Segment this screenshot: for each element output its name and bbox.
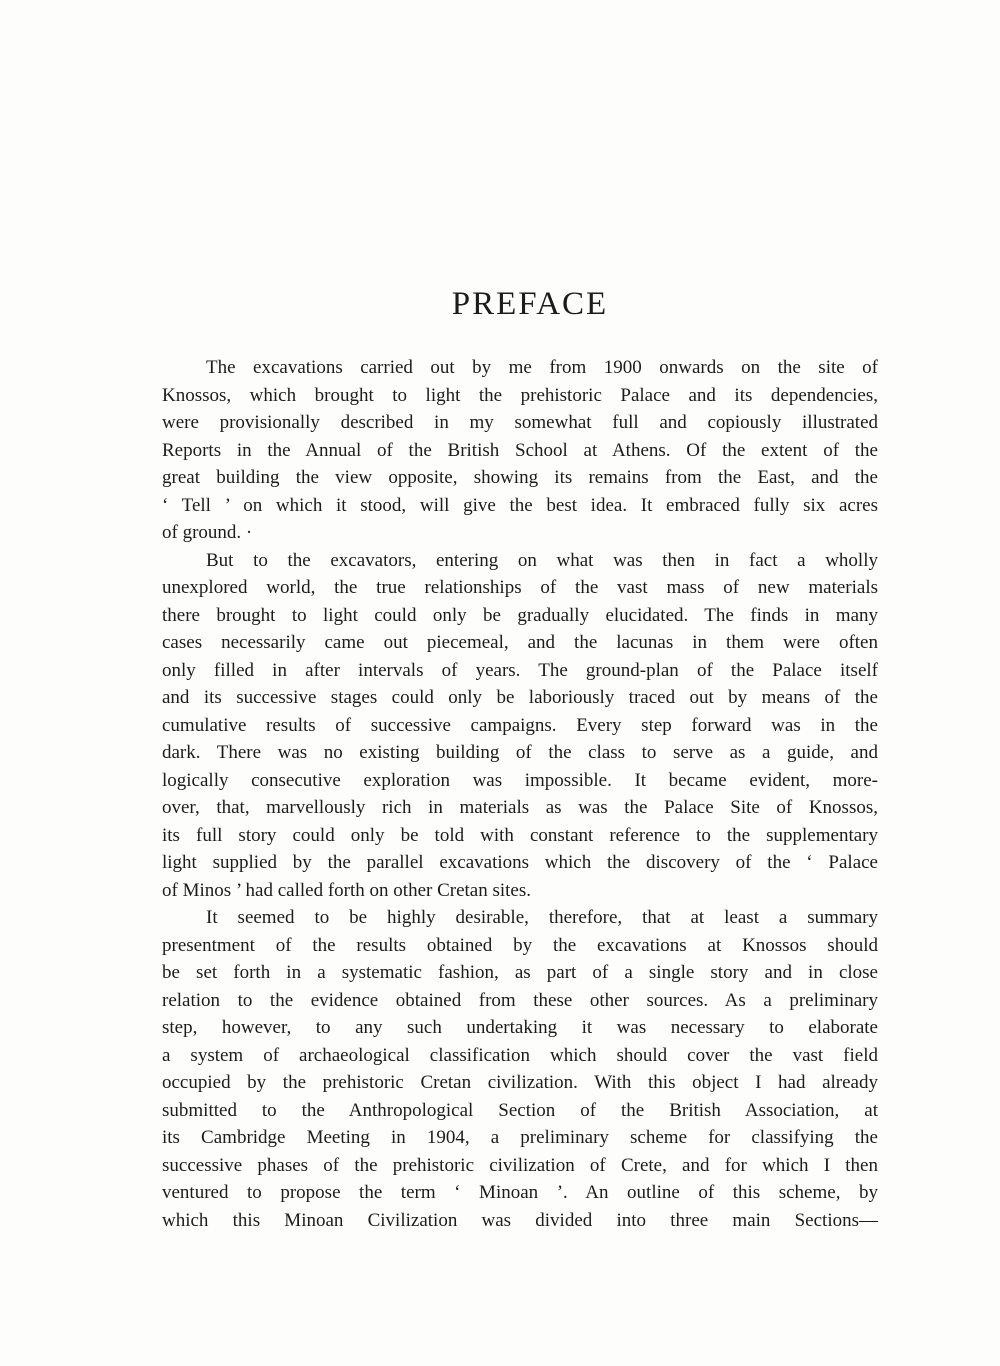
- text-line: great building the view opposite, showing its remains from the East, and the: [162, 467, 878, 488]
- text-line: ‘ Tell ’ on which it stood, will give the best idea. It embraced fully six acres: [162, 494, 878, 516]
- text-line: which this Minoan Civilization was divided into three main Sections—: [162, 1209, 878, 1231]
- text-line: step, however, to any such undertaking it was necessary to elaborate: [162, 1017, 878, 1038]
- text-line: occupied by the prehistoric Cretan civilization. With this object I had already: [162, 1072, 878, 1093]
- text-line: a system of archaeological classification which should cover the vast field: [162, 1044, 878, 1066]
- text-line: presentment of the results obtained by the excavations at Knossos should: [162, 934, 878, 956]
- text-line: only filled in after intervals of years. The ground-plan of the Palace itself: [162, 659, 878, 681]
- text-line: light supplied by the parallel excavations which the discovery of the ‘ Palace: [162, 852, 878, 873]
- text-line: of Minos ’ had called forth on other Cretan sites.: [162, 879, 531, 901]
- text-line: unexplored world, the true relationships of the vast mass of new materials: [162, 577, 878, 598]
- text-line: over, that, marvellously rich in materials as was the Palace Site of Knossos,: [162, 797, 878, 818]
- page-title: PREFACE: [451, 286, 609, 322]
- text-line: But to the excavators, entering on what was then in fact a wholly: [206, 549, 878, 571]
- text-line: The excavations carried out by me from 1900 onwards on the site of: [206, 357, 878, 378]
- text-line: its full story could only be told with constant reference to the supplementary: [162, 824, 878, 846]
- text-line: and its successive stages could only be laboriously traced out by means of the: [162, 687, 878, 708]
- text-line: its Cambridge Meeting in 1904, a preliminary scheme for classifying the: [162, 1127, 878, 1148]
- text-line: ventured to propose the term ‘ Minoan ’. An outline of this scheme, by: [162, 1182, 878, 1203]
- preface-body: [162, 354, 878, 1234]
- text-line: Knossos, which brought to light the prehistoric Palace and its dependencies,: [162, 384, 878, 406]
- text-line: were provisionally described in my somewhat full and copiously illustrated: [162, 412, 878, 433]
- text-line: be set forth in a systematic fashion, as part of a single story and in close: [162, 962, 878, 983]
- text-line: dark. There was no existing building of the class to serve as a guide, and: [162, 742, 878, 763]
- text-line: logically consecutive exploration was impossible. It became evident, more-: [162, 769, 878, 791]
- text-line: cases necessarily came out piecemeal, and the lacunas in them were often: [162, 632, 878, 653]
- text-line: submitted to the Anthropological Section of the British Association, at: [162, 1099, 878, 1121]
- text-line: relation to the evidence obtained from these other sources. As a preliminary: [162, 989, 878, 1011]
- text-line: there brought to light could only be gradually elucidated. The finds in many: [162, 604, 878, 626]
- text-line: of ground. ·: [162, 522, 253, 543]
- text-line: Reports in the Annual of the British School at Athens. Of the extent of the: [162, 439, 878, 461]
- text-line: successive phases of the prehistoric civilization of Crete, and for which I then: [162, 1154, 878, 1176]
- text-line: It seemed to be highly desirable, therefore, that at least a summary: [206, 907, 878, 928]
- text-line: cumulative results of successive campaigns. Every step forward was in the: [162, 714, 878, 736]
